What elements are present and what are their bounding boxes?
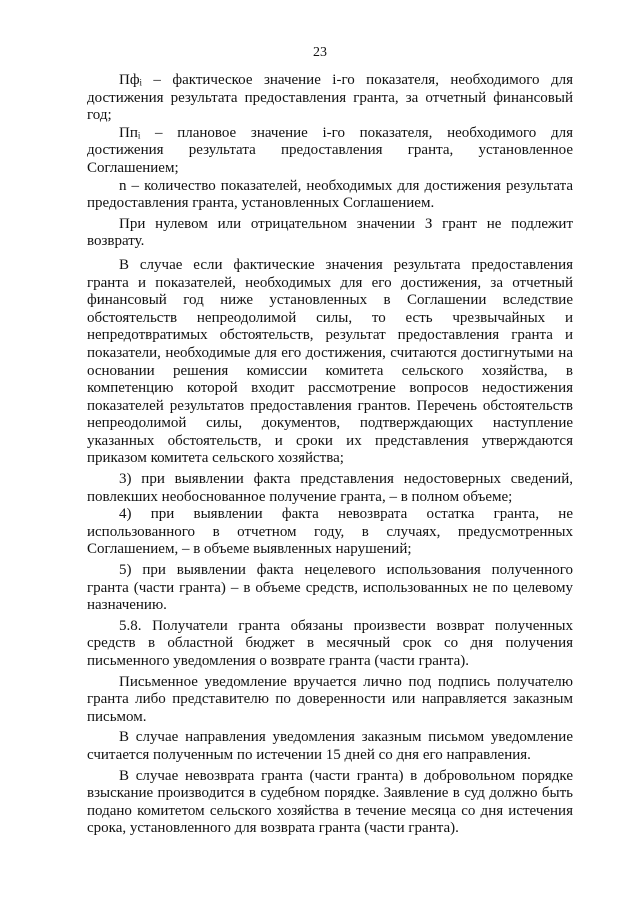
paragraph-pf-definition: Пфᵢ – фактическое значение i-го показателя, необходимого для достижения результата предоставления гранта, за отчетный финансовый год;	[87, 72, 573, 124]
paragraph-court-recovery: В случае невозврата гранта (части гранта) в добровольном порядке взыскание производится в судебном порядке. Заявление в суд должно быть подано комитетом сельского хозяйства в течение месяца со дня истечения срока, установленного для возврата гранта (части гранта).	[87, 767, 573, 837]
page-number: 23	[313, 45, 327, 60]
document-body	[87, 72, 573, 838]
paragraph-item-5: 5) при выявлении факта нецелевого использования полученного гранта (части гранта) – в объеме средств, использованных не по целевому назначению.	[87, 562, 573, 614]
paragraph-written-notice: Письменное уведомление вручается лично под подпись получателю гранта либо представителю по доверенности или направляется заказным письмом.	[87, 673, 573, 725]
paragraph-force-majeure: В случае если фактические значения результата предоставления гранта и показателей, необходимых для его достижения, за отчетный финансовый год ниже установленных в Соглашении вследствие обстоятельств непреодолимой силы, то есть чрезвычайных и непредотвратимых обстоятельств, результат предоставления гранта и показатели, необходимые для его достижения, считаются достигнутыми на основании решения комиссии комитета сельского хозяйства, в компетенцию которой входит рассмотрение вопросов недостижения показателей результатов предоставления грантов. Перечень обстоятельств непреодолимой силы, документов, подтверждающих наступление указанных обстоятельств, и сроки их представления утверждаются приказом комитета сельского хозяйства;	[87, 256, 573, 467]
paragraph-zero-value: При нулевом или отрицательном значении З грант не подлежит возврату.	[87, 215, 573, 250]
paragraph-registered-letter: В случае направления уведомления заказным письмом уведомление считается полученным по истечении 15 дней со дня его направления.	[87, 729, 573, 763]
paragraph-item-4: 4) при выявлении факта невозврата остатка гранта, не использованного в отчетном году, в случаях, предусмотренных Соглашением, – в объеме выявленных нарушений;	[87, 506, 573, 558]
paragraph-n-definition: n – количество показателей, необходимых для достижения результата предоставления гранта, установленных Соглашением.	[87, 177, 573, 212]
paragraph-item-3: 3) при выявлении факта представления недостоверных сведений, повлекших необоснованное получение гранта, – в полном объеме;	[87, 471, 573, 505]
paragraph-pp-definition: Ппᵢ – плановое значение i-го показателя, необходимого для достижения результата предоставления гранта, установленное Соглашением;	[87, 124, 573, 176]
paragraph-section-5-8: 5.8. Получатели гранта обязаны произвести возврат полученных средств в областной бюджет в месячный срок со дня получения письменного уведомления о возврате гранта (части гранта).	[87, 617, 573, 669]
